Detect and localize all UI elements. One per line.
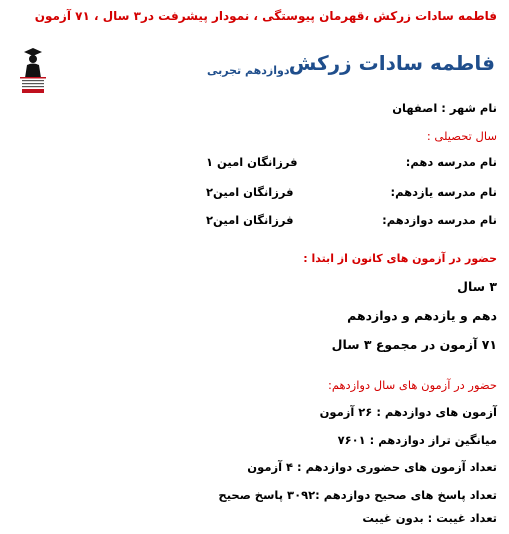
city-label: نام شهر : اصفهان [392,101,497,115]
grade12-heading: حضور در آزمون های سال دوازدهم: [327,378,497,392]
page-title: فاطمه سادات زرکش ،قهرمان پیوستگی ، نمودار پیشرفت در۳ سال ، ۷۱ آزمون [34,9,497,23]
student-grade: دوازدهم تجربی [207,64,290,77]
school-11-value: فرزانگان امین۲ [206,185,294,199]
school-10-value: فرزانگان امین ۱ [206,155,298,169]
school-10-label: نام مدرسه دهم: [405,155,497,169]
grade12-line: تعداد غیبت : بدون غیبت [362,511,497,525]
grade12-line: تعداد آزمون های حضوری دوازدهم : ۴ آزمون [247,460,497,474]
school-11-label: نام مدرسه یازدهم: [390,185,497,199]
kanoon-line: ۳ سال [457,279,497,294]
grade12-line: میانگین تراز دوازدهم : ۷۶۰۱ [337,433,497,447]
school-12-value: فرزانگان امین۲ [206,213,294,227]
kanoon-line: ۷۱ آزمون در مجموع ۳ سال [331,337,497,352]
grade12-line: تعداد پاسخ های صحیح دوازدهم :۳۰۹۲ پاسخ صحیح [218,488,497,502]
kanoon-line: دهم و یازدهم و دوازدهم [347,308,497,323]
education-heading: سال تحصیلی : [426,129,497,143]
student-name: فاطمه سادات زرکش [288,51,495,75]
school-12-label: نام مدرسه دوازدهم: [382,213,497,227]
grade12-line: آزمون های دوازدهم : ۲۶ آزمون [319,405,497,419]
kanoon-logo-icon [16,44,50,94]
kanoon-heading: حضور در آزمون های کانون از ابتدا : [303,252,497,265]
